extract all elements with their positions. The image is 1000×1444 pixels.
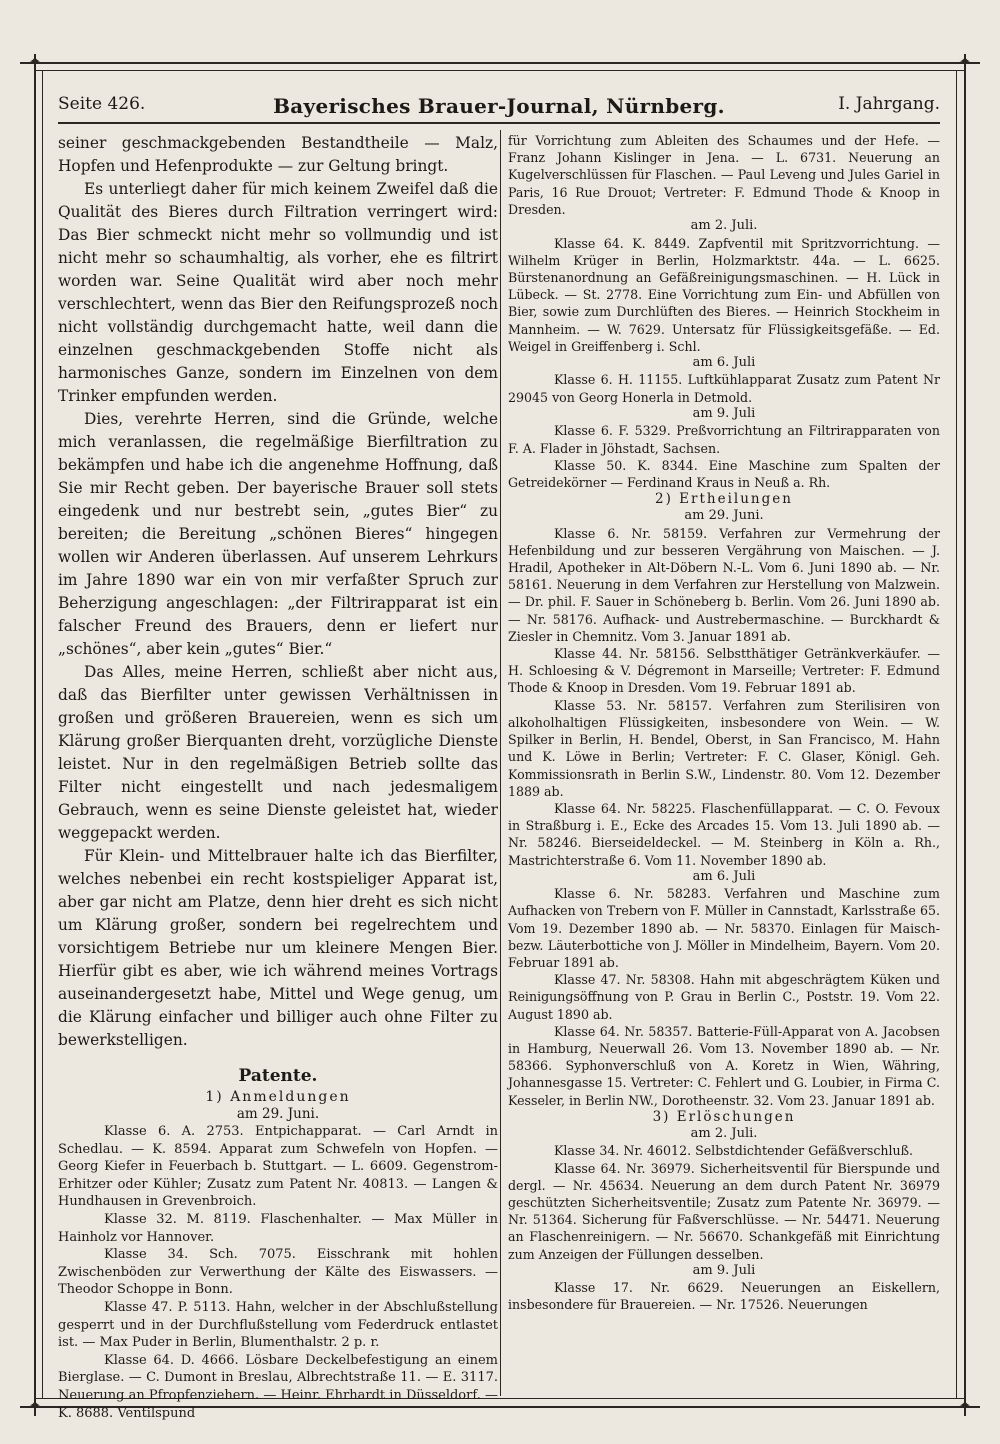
corner-ornament-icon: ✦ (958, 1396, 972, 1415)
patent-entry: Klasse 6. A. 2753. Entpichapparat. — Carl Arndt in Schedlau. — K. 8594. Apparat zum Schwefeln von Hopfen. — Georg Kiefer in Feuerbach b. Stuttgart. — L. 6609. Gegenstrom-Erhitzer oder Kühler; Zusatz zum Patent Nr. 40813. — Langen & Hundhausen in Grevenbroich. (58, 1124, 498, 1210)
running-header (58, 92, 940, 124)
journal-title: Bayerisches Brauer-Journal, Nürnberg. (273, 94, 725, 118)
frame-left-rule (34, 54, 36, 1416)
patent-entry: Klasse 64. Nr. 58225. Flaschenfüllapparat. — C. O. Fevoux in Straßburg i. E., Ecke des Arcades 15. Vom 13. Juli 1890 ab. — Nr. 58246. Bierseideldeckel. — M. Steinberg in Köln a. Rh., Mastrichterstraße 6. Vom 11. November 1890 ab. (508, 800, 940, 868)
patent-entry: Klasse 47. P. 5113. Hahn, welcher in der Abschlußstellung gesperrt und in der Durchflußstellung vom Federdruck entlastet ist. — Max Puder in Berlin, Blumenthalstr. 2 p. r. (58, 1299, 498, 1351)
column-divider (500, 130, 501, 1396)
patent-entry: Klasse 64. Nr. 36979. Sicherheitsventil für Bierspunde und dergl. — Nr. 45634. Neuerung an dem durch Patent Nr. 36979 geschützten Sicherheitsventile; Zusatz zum Patente Nr. 36979. — Nr. 51364. Sicherung für Faßverschlüsse. — Nr. 54471. Neuerung an Flaschenreinigern. — Nr. 56670. Schankgefäß mit Einrichtung zum Anzeigen der Füllungen desselben. (508, 1160, 940, 1262)
corner-ornament-icon: ✦ (28, 52, 42, 71)
subsection-heading-erloeschungen: 3) Erlöschungen (652, 1108, 796, 1125)
body-paragraph: seiner geschmackgebenden Bestandtheile — Malz, Hopfen und Hefenprodukte — zur Geltung bringt. (58, 134, 498, 175)
body-paragraph: Das Alles, meine Herren, schließt aber nicht aus, daß das Bierfilter unter gewissen Verhältnissen in großen und größeren Brauereien, wenn es sich um Klärung großer Bierquanten dreht, vorzügliche Dienste leistet. Nur in den regelmäßigen Betrieb sollte das Filter nicht eingestellt und nach jedesmaligem Gebrauch, wenn es seine Dienste geleistet hat, wieder weggepackt werden. (58, 663, 498, 842)
patent-entry: Klasse 34. Sch. 7075. Eisschrank mit hohlen Zwischenböden zur Verwerthung der Kälte des Eiswassers. — Theodor Schoppe in Bonn. (58, 1247, 498, 1298)
patent-entry: Klasse 6. Nr. 58283. Verfahren und Maschine zum Aufhacken von Trebern von F. Müller in Cannstadt, Karlsstraße 65. Vom 19. Dezember 1890 ab. — Nr. 58370. Einlagen für Maisch- bezw. Läuterbottiche von J. Möller in Mindelheim, Bayern. Vom 20. Februar 1891 ab. (508, 886, 940, 971)
body-paragraph: Für Klein- und Mittelbrauer halte ich das Bierfilter, welches nebenbei ein recht kostspieliger Apparat ist, aber gar nicht am Platze, denn hier dreht es sich nicht um Klärung großer, sondern bei regelrechtem und vorsichtigem Betriebe nur um kleinere Mengen Bier. Hierfür gibt es aber, wie ich während meines Vortrags auseinandergesetzt habe, Mittel und Wege genug, um die Klärung einfacher und billiger auch ohne Filter zu bewerkstelligen. (58, 847, 498, 1049)
date-line: am 29. Juni. (236, 1106, 320, 1122)
patent-entry: Klasse 64. K. 8449. Zapfventil mit Spritzvorrichtung. — Wilhelm Krüger in Berlin, Holzmarktstr. 44a. — L. 6625. Bürstenanordnung an Gefäßreinigungsmaschinen. — H. Lück in Lübeck. — St. 2778. Eine Vorrichtung zum Ein- und Abfüllen von Bier, sowie zum Durchlüften des Bieres. — Heinrich Stockheim in Mannheim. — W. 7629. Untersatz für Flüssigkeitsgefäße. — Ed. Weigel in Greiffenberg i. Schl. (508, 235, 940, 354)
patent-entry: Klasse 34. Nr. 46012. Selbstdichtender Gefäßverschluß. (554, 1143, 914, 1159)
date-line: am 2. Juli. (690, 1125, 758, 1141)
frame-left-inner-rule (42, 70, 43, 1398)
frame-right-inner-rule (956, 70, 957, 1398)
subsection-heading-anmeldungen: 1) Anmeldungen (205, 1089, 351, 1105)
patent-entry-continuation: für Vorrichtung zum Ableiten des Schaumes und der Hefe. — Franz Johann Kislinger in Jena. — L. 6731. Neuerung an Kugelverschlüssen für Flaschen. — Paul Leveng und Jules Gariel in Paris, 16 Rue Drouot; Vertreter: F. Edmund Thode & Knoop in Dresden. (508, 133, 940, 217)
date-line: am 9. Juli (692, 405, 756, 421)
subsection-heading-ertheilungen: 2) Ertheilungen (655, 491, 793, 508)
frame-right-rule (964, 54, 966, 1416)
right-column (508, 132, 940, 1394)
patent-entry: Klasse 53. Nr. 58157. Verfahren zum Sterilisiren von alkoholhaltigen Flüssigkeiten, insbesondere von Wein. — W. Spilker in Berlin, H. Bendel, Oberst, in San Francisco, M. Hahn und K. Löwe in Berlin; Vertreter: F. C. Glaser, Königl. Geh. Kommissionsrath in Berlin S.W., Lindenstr. 80. Vom 12. Dezember 1889 ab. (508, 697, 940, 799)
patent-entry: Klasse 32. M. 8119. Flaschenhalter. — Max Müller in Hainholz vor Hannover. (58, 1211, 498, 1245)
body-paragraph: Dies, verehrte Herren, sind die Gründe, welche mich veranlassen, die regelmäßige Bierfiltration zu bekämpfen und habe ich die angenehme Hoffnung, daß Sie mir Recht geben. Der bayerische Brauer soll stets eingedenk und nur bestrebt sein, „gutes Bier“ zu bereiten; die Bereitung „schönen Bieres“ hingegen wollen wir Anderen überlassen. Auf unserem Lehrkurs im Jahre 1890 war ein von mir verfaßter Spruch zur Beherzigung angeschlagen: „der Filtrirapparat ist ein falscher Freund des Brauers, denn er liefert nur „schönes“, aber kein „gutes“ Bier.“ (58, 410, 498, 658)
body-paragraph: Es unterliegt daher für mich keinem Zweifel daß die Qualität des Bieres durch Filtration verringert wird: Das Bier schmeckt nicht mehr so vollmundig und ist nicht mehr so schaumhaltig, als vorher, ehe es filtrirt worden war. Seine Qualität wird aber noch mehr verschlechtert, wenn das Bier den Reifungsprozeß noch nicht vollständig durchgemacht hatte, weil dann die einzelnen geschmackgebenden Stoffe nicht als harmonisches Ganze, sondern im Einzelnen von dem Trinker empfunden werden. (58, 180, 498, 405)
frame-top-rule (20, 62, 980, 64)
patent-entry: Klasse 6. F. 5329. Preßvorrichtung an Filtrirapparaten von F. A. Flader in Jöhstadt, Sachsen. (508, 423, 940, 456)
patent-entry: Klasse 64. Nr. 58357. Batterie-Füll-Apparat von A. Jacobsen in Hamburg, Neuerwall 26. Vom 13. November 1890 ab. — Nr. 58366. Syphonverschluß von A. Koretz in Wien, Währing, Johannesgasse 15. Vertreter: C. Fehlert und G. Loubier, in Firma C. Kesseler, in Berlin NW., Dorotheenstr. 32. Vom 23. Januar 1891 ab. (508, 1023, 940, 1108)
corner-ornament-icon: ✦ (958, 52, 972, 71)
volume-label: I. Jahrgang. (838, 94, 940, 114)
date-line: am 6. Juli (692, 868, 756, 884)
patent-entry: Klasse 6. Nr. 58159. Verfahren zur Vermehrung der Hefenbildung und zur besseren Vergährung von Maischen. — J. Hradil, Apotheker in Alt-Döbern N.-L. Vom 6. Juni 1890 ab. — Nr. 58161. Neuerung in dem Verfahren zur Herstellung von Malzwein. — Dr. phil. F. Sauer in Schöneberg b. Berlin. Vom 26. Juni 1890 ab. — Nr. 58176. Aufhack- und Austrebermaschine. — Burckhardt & Ziesler in Chemnitz. Vom 3. Januar 1891 ab. (508, 525, 940, 644)
date-line: am 6. Juli (692, 354, 756, 370)
date-line: am 2. Juli. (690, 218, 758, 234)
section-heading-patente: Patente. (238, 1066, 318, 1086)
left-column (58, 132, 498, 1421)
patent-entry: Klasse 17. Nr. 6629. Neuerungen an Eiskellern, insbesondere für Brauereien. — Nr. 17526. Neuerungen (508, 1280, 940, 1313)
patent-entry: Klasse 47. Nr. 58308. Hahn mit abgeschrägtem Küken und Reinigungsöffnung von P. Grau in Berlin C., Poststr. 19. Vom 22. August 1890 ab. (508, 972, 940, 1022)
patent-entry: Klasse 44. Nr. 58156. Selbstthätiger Getränkverkäufer. — H. Schloesing & V. Dégremont in Marseille; Vertreter: F. Edmund Thode & Knoop in Dresden. Vom 19. Februar 1891 ab. (508, 646, 940, 696)
date-line: am 29. Juni. (684, 508, 764, 524)
frame-top-inner-rule (34, 70, 966, 71)
patent-entry: Klasse 50. K. 8344. Eine Maschine zum Spalten der Getreidekörner — Ferdinand Kraus in Neuß a. Rh. (508, 457, 940, 490)
patent-entry: Klasse 64. D. 4666. Lösbare Deckelbefestigung an einem Bierglase. — C. Dumont in Breslau, Albrechtstraße 11. — E. 3117. Neuerung an Pfropfenziehern. — Heinr. Ehrhardt in Düsseldorf. — K. 8688. Ventilspund (58, 1352, 498, 1421)
patent-entry: Klasse 6. H. 11155. Luftkühlapparat Zusatz zum Patent Nr 29045 von Georg Honerla in Detmold. (508, 372, 940, 405)
corner-ornament-icon: ✦ (28, 1396, 42, 1415)
page-number: Seite 426. (58, 94, 146, 114)
date-line: am 9. Juli (692, 1262, 756, 1278)
